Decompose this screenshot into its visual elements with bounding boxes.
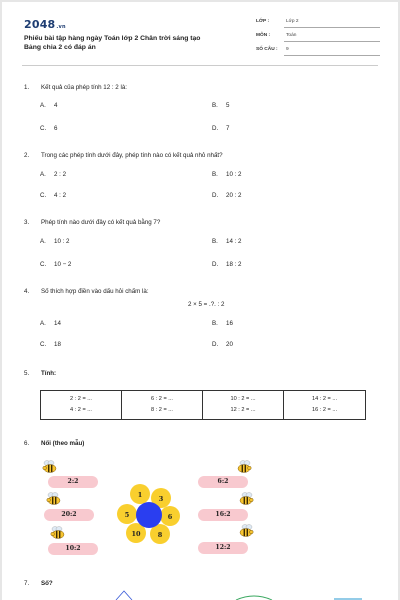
option-value: 7 — [226, 125, 230, 132]
question-number: 5. — [24, 370, 30, 377]
expression: 4 : 2 = ... — [70, 407, 92, 413]
table-cell — [41, 391, 122, 419]
meta-class-value: Lớp 2 — [286, 19, 299, 24]
option-value: 10 − 2 — [54, 261, 72, 268]
triangle-shape — [114, 590, 134, 600]
option-key: B. — [212, 320, 218, 327]
option-c[interactable] — [40, 261, 71, 268]
petal-label: 1 — [137, 491, 143, 499]
option-d[interactable] — [212, 341, 233, 348]
match-card-right[interactable]: 6:2 — [198, 476, 248, 488]
option-key: D. — [212, 341, 219, 348]
option-value: 10 : 2 — [226, 171, 242, 178]
petal-label: 10 — [131, 530, 141, 538]
option-key: A. — [40, 238, 46, 245]
option-value: 20 — [226, 341, 233, 348]
question-text: Kết quả của phép tính 12 : 2 là: — [41, 84, 128, 91]
match-card-left[interactable]: 2:2 — [48, 476, 98, 488]
question-4-expression: 2 × 5 = .?. : 2 — [188, 301, 225, 308]
table-cell — [203, 391, 284, 419]
petal-label: 3 — [158, 495, 164, 503]
rectangle-shape — [332, 596, 364, 600]
option-key: D. — [212, 192, 219, 199]
question-number: 2. — [24, 152, 30, 159]
flower-center — [136, 502, 162, 528]
meta-underline — [284, 27, 380, 28]
option-key: D. — [212, 125, 219, 132]
option-value: 5 — [226, 102, 230, 109]
option-value: 20 : 2 — [226, 192, 242, 199]
option-value: 4 : 2 — [54, 192, 67, 199]
option-key: A. — [40, 171, 46, 178]
option-key: C. — [40, 125, 47, 132]
option-a[interactable] — [40, 238, 69, 245]
option-key: A. — [40, 102, 46, 109]
meta-count — [256, 46, 380, 56]
table-cell — [122, 391, 203, 419]
option-b[interactable] — [212, 171, 241, 178]
option-value: 6 — [54, 125, 58, 132]
calculation-table — [40, 390, 366, 420]
flower-diagram — [114, 480, 184, 552]
bee-icon — [42, 460, 58, 474]
option-a[interactable] — [40, 171, 66, 178]
question-number: 3. — [24, 219, 30, 226]
option-c[interactable] — [40, 192, 66, 199]
petal-label: 5 — [124, 511, 130, 519]
option-key: C. — [40, 341, 47, 348]
match-card-right[interactable]: 16:2 — [198, 509, 248, 521]
bee-icon — [50, 526, 66, 540]
question-number: 1. — [24, 84, 30, 91]
question-text: Tính: — [41, 370, 57, 377]
question-text: Số? — [41, 580, 53, 587]
logo-text: 2048 — [24, 18, 56, 31]
option-value: 2 : 2 — [54, 171, 67, 178]
expression: 6 : 2 = ... — [151, 396, 173, 402]
title-line-2: Bảng chia 2 có đáp án — [24, 43, 96, 51]
option-value: 4 — [54, 102, 58, 109]
option-key: B. — [212, 171, 218, 178]
option-key: C. — [40, 192, 47, 199]
expression: 12 : 2 = ... — [230, 407, 256, 413]
meta-underline — [284, 55, 380, 56]
option-b[interactable] — [212, 102, 229, 109]
bee-icon — [238, 492, 254, 506]
option-d[interactable] — [212, 261, 241, 268]
meta-count-label: SỐ CÂU : — [256, 47, 278, 52]
title-line-1: Phiếu bài tập hàng ngày Toán lớp 2 Chân trời sáng tạo — [24, 35, 201, 42]
match-card-left[interactable]: 20:2 — [44, 509, 94, 521]
option-value: 14 — [54, 320, 61, 327]
option-c[interactable] — [40, 341, 61, 348]
option-key: B. — [212, 102, 218, 109]
expression: 2 : 2 = ... — [70, 396, 92, 402]
circle-shape — [234, 594, 274, 600]
meta-class — [256, 18, 380, 28]
question-number: 4. — [24, 288, 30, 295]
bee-icon — [236, 460, 252, 474]
match-card-right[interactable]: 12:2 — [198, 542, 248, 554]
option-c[interactable] — [40, 125, 57, 132]
meta-subject-label: MÔN : — [256, 33, 271, 38]
meta-count-value: 9 — [286, 47, 289, 52]
question-text: Trong các phép tính dưới đây, phép tính nào có kết quả nhỏ nhất? — [41, 152, 223, 159]
meta-subject-value: Toán — [286, 33, 297, 38]
option-key: B. — [212, 238, 218, 245]
option-a[interactable] — [40, 320, 61, 327]
meta-subject — [256, 32, 380, 42]
option-value: 14 : 2 — [226, 238, 242, 245]
option-d[interactable] — [212, 125, 229, 132]
question-text: Phép tính nào dưới đây có kết quả bằng 7? — [41, 219, 161, 226]
option-b[interactable] — [212, 238, 241, 245]
petal[interactable] — [130, 484, 150, 504]
expression: 14 : 2 = ... — [311, 396, 338, 402]
bee-icon — [238, 524, 254, 538]
question-number: 7. — [24, 580, 30, 587]
option-value: 16 — [226, 320, 233, 327]
petal[interactable] — [117, 504, 137, 524]
petal[interactable] — [160, 506, 180, 526]
match-card-left[interactable]: 10:2 — [48, 543, 98, 555]
option-value: 18 — [54, 341, 61, 348]
option-key: A. — [40, 320, 46, 327]
meta-class-label: LỚP : — [256, 19, 270, 24]
petal-label: 8 — [157, 531, 163, 539]
option-d[interactable] — [212, 192, 241, 199]
worksheet-page — [2, 2, 398, 600]
option-value: 10 : 2 — [54, 238, 70, 245]
question-number: 6. — [24, 440, 30, 447]
option-a[interactable] — [40, 102, 57, 109]
option-key: D. — [212, 261, 219, 268]
option-value: 18 : 2 — [226, 261, 242, 268]
bee-icon — [46, 492, 62, 506]
meta-underline — [284, 41, 380, 42]
petal-label: 6 — [167, 513, 173, 521]
logo-suffix: .vn — [56, 24, 66, 30]
question-text: Số thích hợp điền vào dấu hỏi chấm là: — [41, 288, 149, 295]
worksheet-title — [24, 35, 200, 52]
option-b[interactable] — [212, 320, 233, 327]
expression: 8 : 2 = ... — [151, 407, 173, 413]
question-text: Nối (theo mẫu) — [41, 440, 85, 447]
expression: 16 : 2 = ... — [311, 407, 338, 413]
option-key: C. — [40, 261, 47, 268]
site-logo[interactable] — [24, 18, 66, 31]
expression: 10 : 2 = ... — [230, 396, 256, 402]
header-divider — [22, 65, 378, 66]
table-cell — [284, 391, 365, 419]
